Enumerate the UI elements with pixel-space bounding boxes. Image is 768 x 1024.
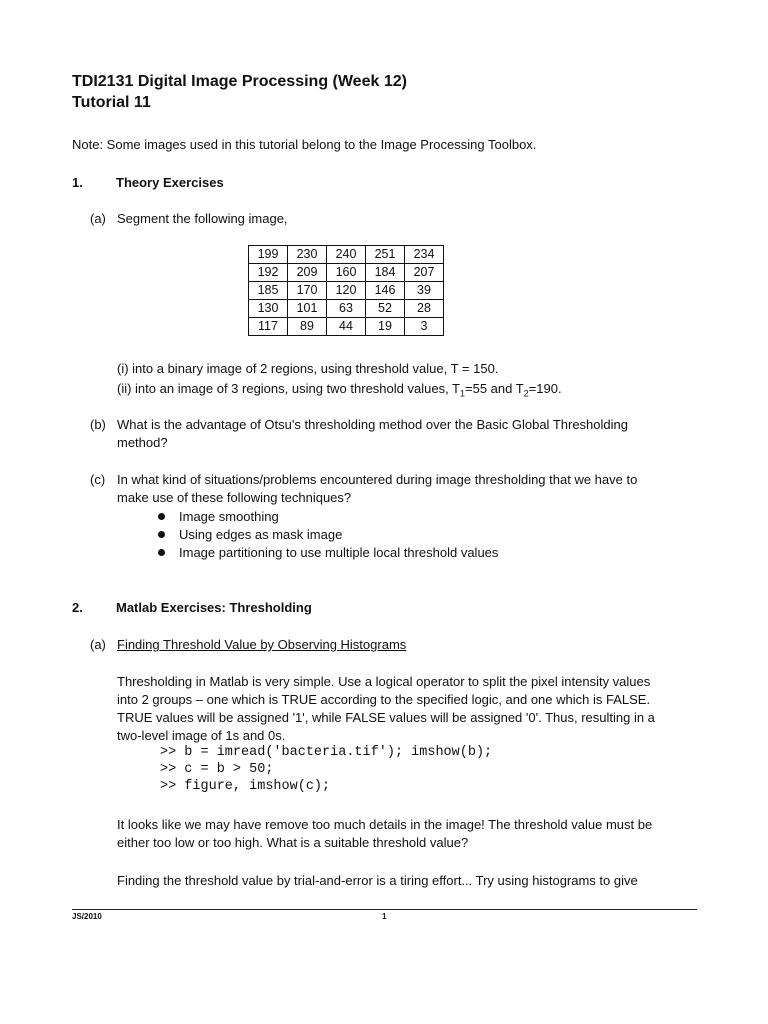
matrix-cell: 184 [366, 264, 405, 282]
pixel-matrix-table [248, 245, 444, 336]
matrix-cell: 101 [288, 300, 327, 318]
document-subtitle: Tutorial 11 [72, 94, 151, 111]
section1-heading: Theory Exercises [116, 175, 224, 190]
matrix-cell: 251 [366, 246, 405, 264]
code-line-3: >> figure, imshow(c); [160, 779, 331, 794]
matrix-cell: 185 [249, 282, 288, 300]
code-line-2: >> c = b > 50; [160, 762, 274, 777]
q2a-label: (a) [90, 637, 106, 652]
matrix-cell: 209 [288, 264, 327, 282]
q2a-para2-line1: It looks like we may have remove too much details in the image! The threshold value must be [117, 817, 653, 832]
matrix-cell: 234 [405, 246, 444, 264]
matrix-cell: 146 [366, 282, 405, 300]
footer-divider [72, 909, 697, 910]
matrix-cell: 240 [327, 246, 366, 264]
q1a-item-ii-mid: =55 and T [465, 381, 524, 396]
matrix-cell: 120 [327, 282, 366, 300]
q2a-title: Finding Threshold Value by Observing Histograms [117, 637, 407, 652]
footer-page-number: 1 [382, 912, 387, 921]
q1a-item-ii-prefix: (ii) into an image of 3 regions, using two threshold values, T [117, 381, 460, 396]
q1a-label: (a) [90, 211, 106, 226]
matrix-cell: 230 [288, 246, 327, 264]
q1c-label: (c) [90, 472, 106, 487]
matrix-row [249, 246, 444, 264]
q1b-line2: method? [117, 435, 168, 450]
q1b-label: (b) [90, 417, 106, 432]
matrix-cell: 170 [288, 282, 327, 300]
bullet-icon [158, 531, 165, 538]
matrix-cell: 130 [249, 300, 288, 318]
q2a-para2-line2: either too low or too high. What is a suitable threshold value? [117, 835, 469, 850]
matrix-cell: 63 [327, 300, 366, 318]
matrix-cell: 3 [405, 318, 444, 336]
note-text: Note: Some images used in this tutorial belong to the Image Processing Toolbox. [72, 137, 537, 152]
q1a-item-ii-sub1: 1 [460, 388, 466, 399]
q1c-bullet-1: Image smoothing [179, 509, 279, 524]
document-title: TDI2131 Digital Image Processing (Week 12) [72, 73, 407, 90]
matrix-cell: 44 [327, 318, 366, 336]
code-line-1: >> b = imread('bacteria.tif'); imshow(b); [160, 745, 493, 760]
matrix-row [249, 264, 444, 282]
matrix-cell: 89 [288, 318, 327, 336]
matrix-cell: 52 [366, 300, 405, 318]
section2-number: 2. [72, 600, 83, 615]
matrix-row [249, 318, 444, 336]
section1-number: 1. [72, 175, 83, 190]
q1b-line1: What is the advantage of Otsu's thresholding method over the Basic Global Thresholding [117, 417, 628, 432]
q2a-para1-line3: TRUE values will be assigned '1', while FALSE values will be assigned '0'. Thus, resulting in a [117, 710, 655, 725]
q2a-para1-line4: two-level image of 1s and 0s. [117, 728, 286, 743]
q2a-para3: Finding the threshold value by trial-and-error is a tiring effort... Try using histograms to give [117, 873, 638, 888]
matrix-cell: 117 [249, 318, 288, 336]
matrix-cell: 207 [405, 264, 444, 282]
footer-date: JS/2010 [72, 912, 102, 921]
bullet-icon [158, 549, 165, 556]
matrix-cell: 160 [327, 264, 366, 282]
bullet-icon [158, 513, 165, 520]
q1c-bullet-3: Image partitioning to use multiple local threshold values [179, 545, 499, 560]
matrix-cell: 28 [405, 300, 444, 318]
matrix-cell: 199 [249, 246, 288, 264]
q1c-line1: In what kind of situations/problems encountered during image thresholding that we have to [117, 472, 638, 487]
q2a-para1-line1: Thresholding in Matlab is very simple. Use a logical operator to split the pixel intensity values [117, 674, 651, 689]
matrix-cell: 192 [249, 264, 288, 282]
section2-heading: Matlab Exercises: Thresholding [116, 600, 312, 615]
matrix-cell: 19 [366, 318, 405, 336]
q1c-bullet-2: Using edges as mask image [179, 527, 343, 542]
matrix-row [249, 282, 444, 300]
q1a-text: Segment the following image, [117, 211, 288, 226]
q1a-item-ii-sub2: 2 [523, 388, 529, 399]
q1a-item-i: (i) into a binary image of 2 regions, using threshold value, T = 150. [117, 361, 499, 376]
q1a-item-ii [117, 381, 562, 399]
q2a-para1-line2: into 2 groups – one which is TRUE according to the specified logic, and one which is FALSE. [117, 692, 651, 707]
matrix-row [249, 300, 444, 318]
q1c-line2: make use of these following techniques? [117, 490, 352, 505]
matrix-cell: 39 [405, 282, 444, 300]
q1a-item-ii-suffix: =190. [528, 381, 562, 396]
